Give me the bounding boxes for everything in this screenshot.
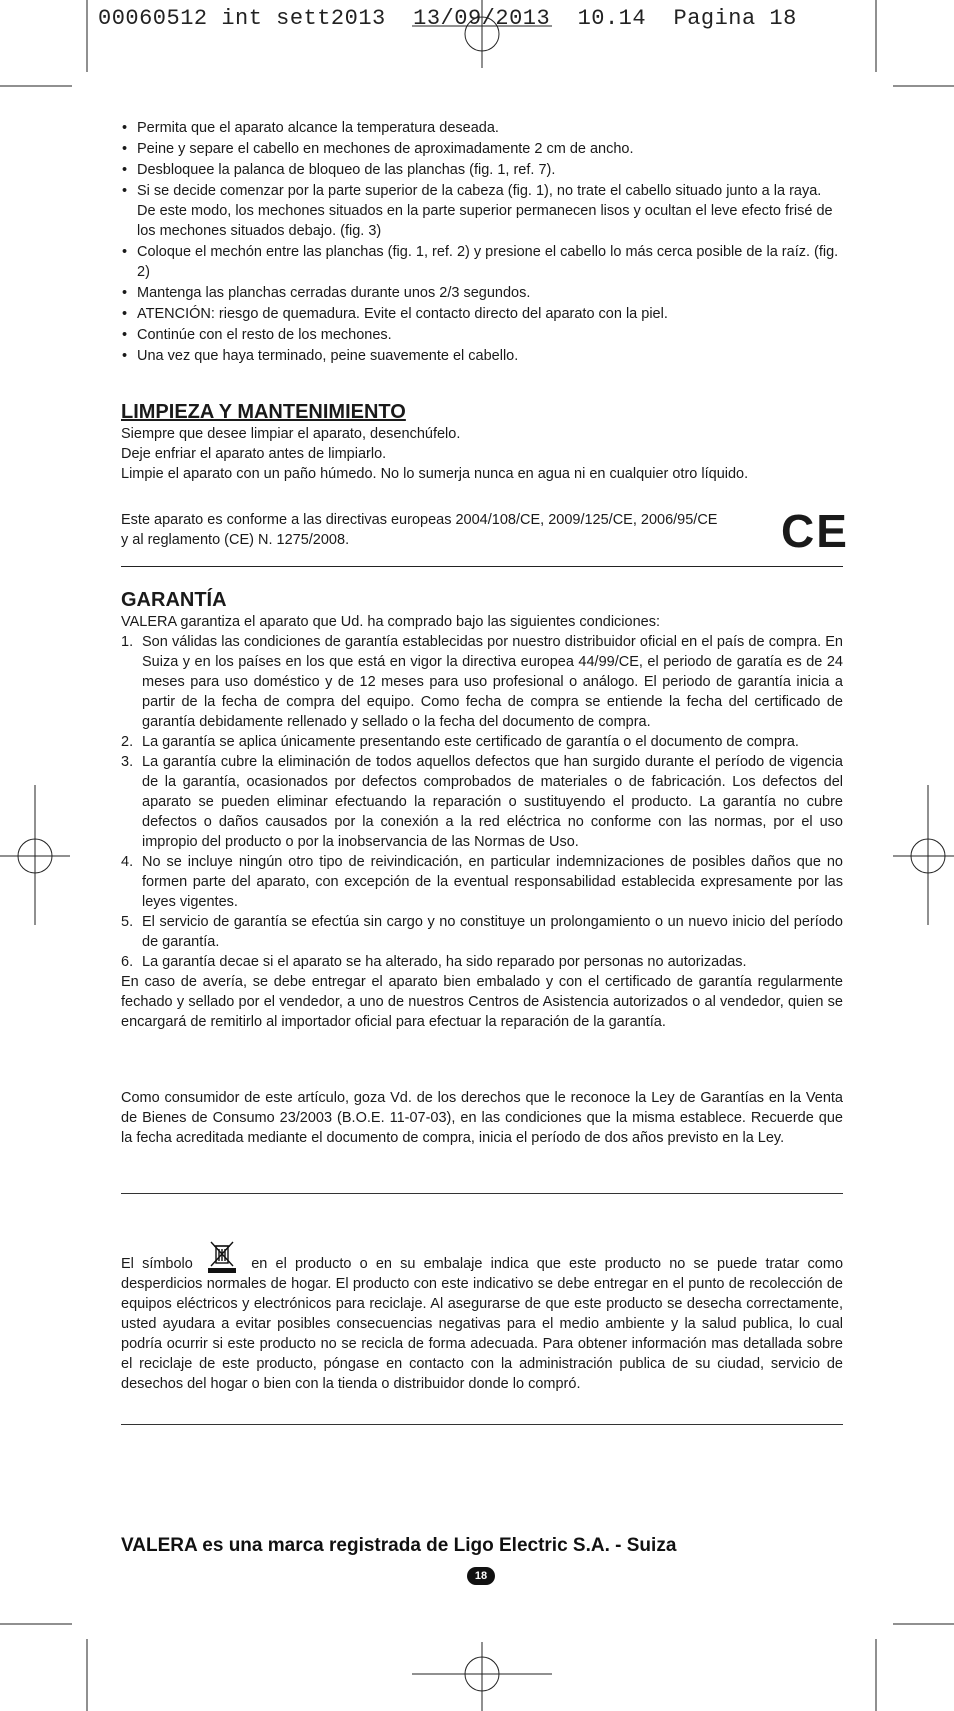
warranty-item: 3. La garantía cubre la eliminación de todos aquellos defectos que han surgido durante el período de vigencia de la garantía, ocasionados por defectos comprobados de materiales o de fabricación. Los defectos del aparato se pueden eliminar efectuando la reparación o sustituyendo el producto. La garantía no cubre defectos o daños causados por la conexión a la red eléctrica no conforme con las normas, por el uso impropio del producto o por la inobservancia de las Normas de Uso. — [121, 754, 843, 850]
warranty-item: 1. Son válidas las condiciones de garantía establecidas por nuestro distribuidor oficial en el país de compra. En Suiza y en los países en los que está en vigor la directiva europea 44/99/CE, el periodo de garatía es de 24 meses para uso doméstico y de 12 meses para uso profesional o análogo. El periodo de garantía inicia a partir de la fecha de compra del equipo. Como fecha de compra se entiende la fecha del certificado de garantía debidamente rellenado y sellado o la fecha del documento de compra. — [121, 634, 843, 730]
warranty-item: 6. La garantía decae si el aparato se ha alterado, ha sido reparado por personas no autorizadas. — [121, 954, 747, 970]
usage-step: • Continúe con el resto de los mechones. — [121, 325, 843, 345]
cleaning-line: Deje enfriar el aparato antes de limpiarlo. — [121, 446, 387, 462]
conformity-statement: Este aparato es conforme a las directivas europeas 2004/108/CE, 2009/125/CE, 2006/95/CE y al reglamento (CE) N. 1275/2008. — [121, 512, 718, 548]
cleaning-section — [121, 400, 843, 484]
consumer-rights: Como consumidor de este artículo, goza Vd. de los derechos que le reconoce la Ley de Garantías en la Venta de Bienes de Consumo 23/2003 (B.O.E. 11-07-03), en las condiciones que la misma establece. Recuerde que la fecha acreditada mediante el documento de compra, inicia el período de dos años previsto en la Ley. — [121, 1090, 843, 1146]
usage-step: • Mantenga las planchas cerradas durante unos 2/3 segundos. — [121, 283, 843, 303]
cleaning-line: Siempre que desee limpiar el aparato, desenchúfelo. — [121, 426, 461, 442]
cleaning-line: Limpie el aparato con un paño húmedo. No lo sumerja nunca en agua ni en cualquier otro líquido. — [121, 466, 749, 482]
section-divider — [121, 1424, 843, 1425]
print-slug: 00060512 int sett2013 13/09/2013 10.14 Pagina 18 — [98, 6, 797, 31]
recycling-prefix: El símbolo — [121, 1256, 193, 1272]
usage-step: • Peine y separe el cabello en mechones de aproximadamente 2 cm de ancho. — [121, 139, 843, 159]
recycling-section — [121, 1240, 843, 1394]
usage-step: • Permita que el aparato alcance la temperatura deseada. — [121, 118, 843, 138]
usage-step: • Si se decide comenzar por la parte superior de la cabeza (fig. 1), no trate el cabello situado junto a la raya. De este modo, los mechones situados en la parte superior permanecen lisos y ocultan el leve efecto frisé de los mechones situados debajo. (fig. 3) — [121, 181, 843, 241]
usage-step: • ATENCIÓN: riesgo de quemadura. Evite el contacto directo del aparato con la piel. — [121, 304, 843, 324]
ce-mark-icon: CE — [781, 505, 849, 557]
recycling-text: en el producto o en su embalaje indica que este producto no se puede tratar como desperdicios normales de hogar. El producto con este indicativo se debe entregar en el punto de recolección de equipos eléctricos y electrónicos para reciclaje. Al asegurarse de que este producto se desecha correctamente, usted ayudara a evitar posibles consecuencias negativas para el medio ambiente y la salud publica, lo cual podría ocurrir si este producto no se recicla de forma adecuada. Para obtener información mas detallada sobre el reciclaje de este producto, póngase en contacto con la administración publica de su ciudad, servicio de desechos del hogar o bien con la tienda o distribuidor donde lo compró. — [121, 1256, 844, 1392]
section-divider — [121, 1193, 843, 1194]
cleaning-title: LIMPIEZA Y MANTENIMIENTO — [121, 401, 406, 423]
page-number-badge: 18 — [467, 1567, 495, 1585]
warranty-conditions — [121, 632, 843, 972]
section-divider — [121, 566, 843, 567]
warranty-damage-note: En caso de avería, se debe entregar el aparato bien embalado y con el certificado de garantía regularmente fechado y sellado por el vendedor, a uno de nuestros Centros de Asistencia autorizados o al vendedor, quien se encargará de remitirlo al importador oficial para efectuar la reparación de la garantía. — [121, 974, 843, 1030]
usage-step: • Coloque el mechón entre las planchas (fig. 1, ref. 2) y presione el cabello lo más cerca posible de la raíz. (fig. 2) — [121, 242, 843, 282]
usage-step: • Una vez que haya terminado, peine suavemente el cabello. — [121, 346, 843, 366]
warranty-section — [121, 588, 843, 1032]
crossed-bin-icon — [205, 1240, 239, 1274]
warranty-intro: VALERA garantiza el aparato que Ud. ha comprado bajo las siguientes condiciones: — [121, 614, 660, 630]
warranty-item: 5. El servicio de garantía se efectúa sin cargo y no constituye un prolongamiento o un nuevo inicio del período de garantía. — [121, 914, 843, 950]
usage-step: • Desbloquee la palanca de bloqueo de las planchas (fig. 1, ref. 7). — [121, 160, 843, 180]
warranty-item: 2. La garantía se aplica únicamente presentando este certificado de garantía o el documento de compra. — [121, 734, 799, 750]
brand-note: VALERA es una marca registrada de Ligo Electric S.A. - Suiza — [121, 1535, 677, 1556]
usage-steps — [121, 118, 843, 367]
warranty-title: GARANTÍA — [121, 589, 227, 611]
warranty-item: 4. No se incluye ningún otro tipo de reivindicación, en particular indemnizaciones de posibles daños que no formen parte del aparato, con excepción de la eventual responsabilidad establecida expresamente por las leyes vigentes. — [121, 854, 843, 910]
